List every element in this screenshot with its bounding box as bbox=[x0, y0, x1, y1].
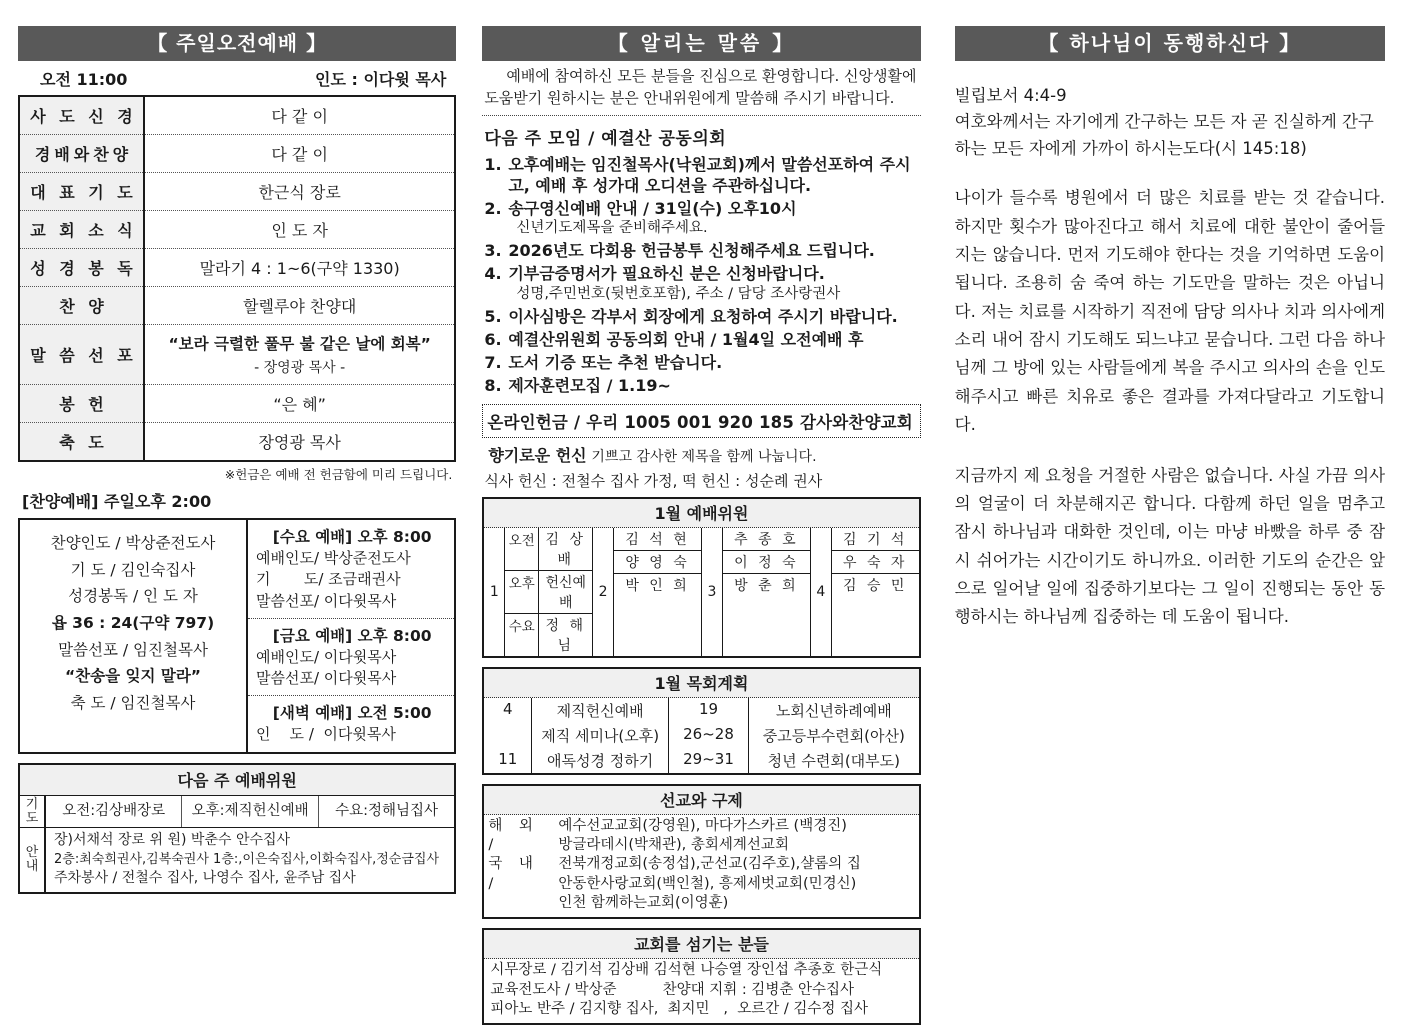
item-text: 송구영신예배 안내 / 31일(수) 오후10시 bbox=[508, 199, 797, 219]
church-servants-table bbox=[482, 928, 920, 1025]
service-title: [금요 예배] 오후 8:00 bbox=[272, 626, 432, 645]
table-row bbox=[19, 325, 455, 385]
service-title: [새벽 예배] 오전 5:00 bbox=[272, 704, 432, 723]
day-label: 오전 bbox=[505, 528, 539, 570]
table-row bbox=[614, 528, 701, 550]
prayer-wednesday: 수요:정해님집사 bbox=[318, 796, 454, 828]
item-number: 1. bbox=[484, 154, 502, 174]
order-label: 축 도 bbox=[19, 423, 144, 462]
table-row bbox=[832, 528, 919, 550]
wednesday-service bbox=[248, 520, 454, 618]
order-label: 봉 헌 bbox=[19, 385, 144, 423]
guide-cells bbox=[46, 828, 454, 892]
order-value: “은 혜” bbox=[144, 385, 455, 423]
list-item bbox=[482, 240, 920, 263]
group-body bbox=[504, 528, 592, 656]
member-name: 이 정 숙 bbox=[734, 554, 799, 571]
meal-devotion-line: 식사 헌신 : 전철수 집사 가정, 떡 헌신 : 성순례 권사 bbox=[484, 471, 823, 490]
item-text: 도서 기증 또는 추천 받습니다. bbox=[508, 353, 723, 373]
table-row bbox=[614, 550, 701, 573]
praise-service-order bbox=[20, 520, 248, 752]
praise-service-heading: [찬양예배] 주일오후 2:00 bbox=[22, 492, 212, 511]
table-row bbox=[614, 573, 701, 596]
member-name: 김 상 배 bbox=[545, 531, 586, 568]
order-value: 할렐루야 찬양대 bbox=[144, 287, 455, 325]
service-line: 말씀선포/ 이다윗목사 bbox=[256, 669, 397, 688]
plan-event: 애독성경 정하기 bbox=[532, 748, 669, 773]
order-label: 말 씀 선 포 bbox=[19, 325, 144, 385]
scripture-reference: 빌립보서 4:4-9 bbox=[954, 86, 1067, 105]
item-number: 3. bbox=[484, 241, 502, 261]
item-text: 기부금증명서가 필요하신 분은 신청바랍니다. bbox=[508, 264, 825, 284]
member-name: 김 기 석 bbox=[842, 531, 908, 548]
committee-grid bbox=[484, 528, 918, 656]
praise-line: 성경봉독 / 인 도 자 bbox=[68, 587, 198, 606]
item-text: 예결산위원회 공동의회 안내 / 1월4일 오전예배 후 bbox=[508, 329, 864, 349]
fragrant-title: 향기로운 헌신 bbox=[488, 445, 587, 465]
service-line: 예배인도/ 박상준전도사 bbox=[256, 549, 411, 567]
guide-line: 2층:최숙희권사,김복숙권사 1층:,이은숙집사,이화숙집사,정순금집사 bbox=[54, 851, 440, 867]
member-name: 우 숙 자 bbox=[842, 554, 908, 571]
column-announcements bbox=[482, 26, 920, 1018]
praise-line: 기 도 / 김인숙집사 bbox=[70, 560, 196, 579]
group-body bbox=[831, 528, 919, 656]
group-index: 4 bbox=[816, 583, 826, 600]
prayer-morning: 오전:김상배장로 bbox=[62, 802, 166, 819]
table-row bbox=[488, 817, 914, 856]
item-number: 8. bbox=[484, 376, 502, 396]
plan-date: 26~28 bbox=[669, 723, 749, 748]
banner-announcements: 【 알리는 말씀 】 bbox=[482, 26, 920, 61]
prayer-cells bbox=[46, 796, 454, 828]
table-row bbox=[20, 796, 454, 828]
item-text: 이사심방은 각부서 회장에게 요청하여 주시기 바랍니다. bbox=[508, 306, 898, 326]
item-number: 4. bbox=[484, 264, 502, 284]
mission-label: 국 내 / bbox=[488, 856, 539, 892]
member-name: 김 승 민 bbox=[842, 577, 908, 594]
row-label-prayer: 기 도 bbox=[20, 796, 46, 828]
table-row bbox=[19, 211, 455, 249]
plan-date: 11 bbox=[484, 748, 532, 773]
committee-group bbox=[810, 528, 919, 656]
fragrant-subtitle: 기쁘고 감사한 제목을 함께 나눕니다. bbox=[591, 448, 817, 465]
welcome-intro: 예배에 참여하신 모든 분들을 진심으로 환영합니다. 신앙생활에 도움받기 원하시는 분은 안내위원에게 말씀해 주시기 바랍니다. bbox=[482, 61, 920, 116]
table-row bbox=[484, 698, 918, 723]
order-label: 대 표 기 도 bbox=[19, 173, 144, 211]
table-row bbox=[19, 249, 455, 287]
item-text: 오후예배는 임진철목사(낙원교회)께서 말씀선포하여 주시고, 예배 후 성가대 오디션을 주관하십니다. bbox=[508, 154, 911, 195]
table-row bbox=[19, 96, 455, 135]
weekday-services bbox=[248, 520, 454, 752]
plan-date bbox=[484, 723, 532, 748]
member-name: 정 해 님 bbox=[545, 617, 586, 654]
committee-heading: 1월 예배위원 bbox=[484, 499, 918, 528]
praise-line: 찬양인도 / 박상준전도사 bbox=[50, 534, 216, 552]
devotional-paragraph: 지금까지 제 요청을 거절한 사람은 없습니다. 사실 가끔 의사의 얼굴이 더 차분해지곤 합니다. 다함께 하던 일을 멈추고 잠시 하나님과 대화한 것인데, 이는 마냥 바빴을 하루 중 잠시 쉬어가는 시간이기도 하니까요. 이러한 기도의 순간은 앞으로 일어날 일에 집중하기보다는 그 일이 진행되는 동안 동행하시는 하나님께 집중하는 데 도움이 됩니다. bbox=[954, 465, 1386, 627]
order-label: 사 도 신 경 bbox=[19, 96, 144, 135]
plan-date: 4 bbox=[484, 698, 532, 723]
friday-service bbox=[248, 618, 454, 696]
item-text: 2026년도 다회용 헌금봉투 신청해주세요 드립니다. bbox=[508, 241, 875, 261]
table-row bbox=[832, 550, 919, 573]
offering-note: ※헌금은 예배 전 헌금함에 미리 드립니다. bbox=[224, 467, 453, 482]
table-row bbox=[723, 528, 810, 550]
item-number: 7. bbox=[484, 353, 502, 373]
table-row bbox=[19, 385, 455, 423]
order-value: 장영광 목사 bbox=[258, 433, 341, 452]
praise-scripture: 욥 36 : 24(구약 797) bbox=[51, 613, 215, 632]
plan-heading: 1월 목회계획 bbox=[484, 669, 918, 698]
order-value: 다 같 이 bbox=[144, 135, 455, 173]
service-line: 말씀선포/ 이다윗목사 bbox=[256, 591, 397, 610]
praise-line: 축 도 / 임진철목사 bbox=[70, 693, 196, 712]
mission-label: 해 외 / bbox=[488, 817, 539, 853]
service-line: 인 도 / 이다윗목사 bbox=[256, 725, 396, 744]
table-row bbox=[19, 173, 455, 211]
servant-line: 시무장로 / 김기석 김상배 김석현 나승열 장인섭 추종호 한근식 bbox=[490, 961, 883, 978]
committee-group bbox=[701, 528, 810, 656]
banner-devotional: 【 하나님이 동행하신다 】 bbox=[955, 26, 1385, 61]
dawn-service bbox=[248, 695, 454, 751]
next-meeting-heading: 다음 주 모임 / 예결산 공동의회 bbox=[484, 128, 727, 149]
table-row bbox=[488, 855, 914, 913]
service-line: 기 도/ 조금래권사 bbox=[256, 570, 401, 589]
table-row bbox=[19, 135, 455, 173]
mission-and-relief-table bbox=[482, 784, 920, 919]
day-label: 수요 bbox=[505, 614, 539, 656]
table-row bbox=[484, 723, 918, 748]
order-value: 말라기 4 : 1~6(구약 1330) bbox=[144, 249, 455, 287]
member-name: 헌신예배 bbox=[545, 574, 587, 611]
list-item bbox=[482, 154, 920, 199]
servant-line: 피아노 반주 / 김지향 집사, 최지민 , 오르간 / 김수정 집사 bbox=[490, 1001, 868, 1018]
item-number: 2. bbox=[484, 199, 502, 219]
table-row bbox=[723, 550, 810, 573]
mission-line: 예수선교교회(강영원), 마다가스카르 (백경진) bbox=[558, 817, 847, 834]
plan-date: 29~31 bbox=[669, 748, 749, 773]
table-row bbox=[505, 570, 592, 613]
list-item bbox=[482, 329, 920, 352]
order-label: 찬 양 bbox=[19, 287, 144, 325]
plan-event: 청년 수련회(대부도) bbox=[767, 751, 901, 770]
table-row bbox=[20, 827, 454, 892]
committee-group bbox=[484, 528, 592, 656]
mission-heading: 선교와 구제 bbox=[484, 786, 918, 815]
table-row bbox=[19, 423, 455, 462]
group-body bbox=[722, 528, 810, 656]
item-number: 6. bbox=[484, 329, 502, 349]
guide-line: 주차봉사 / 전철수 집사, 나영수 집사, 윤주남 집사 bbox=[54, 869, 356, 886]
order-value: 인 도 자 bbox=[144, 211, 455, 249]
plan-event: 중고등부수련회(아산) bbox=[762, 726, 905, 745]
sermon-title: “보라 극렬한 풀무 불 같은 날에 회복” bbox=[168, 335, 431, 353]
service-title: [수요 예배] 오후 8:00 bbox=[272, 528, 432, 546]
column-sunday-service bbox=[18, 26, 456, 982]
next-week-heading: 다음 주 예배위원 bbox=[20, 765, 454, 796]
order-label: 경배와찬양 bbox=[19, 135, 144, 173]
praise-sermon-title: “찬송을 잊지 말라” bbox=[65, 667, 201, 686]
mission-line: 방글라데시(박채관), 총회세계선교회 bbox=[558, 837, 789, 853]
guide-line: 장)서채석 장로 위 원) 박춘수 안수집사 bbox=[54, 832, 291, 849]
group-index: 2 bbox=[598, 583, 608, 600]
service-leader: 인도 : 이다윗 목사 bbox=[315, 70, 447, 89]
servants-heading: 교회를 섬기는 분들 bbox=[484, 930, 918, 959]
table-row bbox=[505, 528, 592, 570]
item-subtext: 성명,주민번호(뒷번호포함), 주소 / 담당 조사랑권사 bbox=[516, 285, 841, 302]
list-item bbox=[482, 198, 920, 240]
january-ministry-plan-table bbox=[482, 667, 920, 775]
plan-event: 제직헌신예배 bbox=[532, 698, 669, 723]
column-devotional bbox=[947, 26, 1385, 982]
list-item bbox=[482, 375, 920, 398]
item-number: 5. bbox=[484, 306, 502, 326]
order-value: 다 같 이 bbox=[144, 96, 455, 135]
order-value: 한근식 장로 bbox=[144, 173, 455, 211]
row-label-guide: 안 내 bbox=[20, 828, 46, 892]
devotional-scripture-block bbox=[955, 61, 1385, 162]
servant-line: 교육전도사 / 박상준 찬양대 지휘 : 김병춘 안수집사 bbox=[490, 981, 854, 998]
table-row bbox=[505, 613, 592, 656]
praise-line: 말씀선포 / 임진철목사 bbox=[58, 640, 208, 659]
worship-order-table bbox=[18, 95, 456, 462]
online-offering-box: 온라인헌금 / 우리 1005 001 920 185 감사와찬양교회 bbox=[482, 404, 920, 438]
plan-date: 19 bbox=[669, 698, 749, 723]
scripture-text: 여호와께서는 자기에게 간구하는 모든 자 곧 진실하게 간구하는 모든 자에게 가까이 하시는도다(시 145:18) bbox=[954, 112, 1374, 158]
next-week-committee-table bbox=[18, 763, 456, 894]
fragrant-devotion bbox=[482, 442, 920, 468]
mission-line: 안동한사랑교회(백인철), 흥제세벗교회(민경신) bbox=[558, 875, 857, 892]
praise-service-box bbox=[18, 518, 456, 754]
january-worship-committee-table bbox=[482, 497, 920, 658]
group-body bbox=[613, 528, 701, 656]
list-item bbox=[482, 263, 920, 305]
service-time: 오전 11:00 bbox=[40, 70, 128, 89]
day-label: 오후 bbox=[505, 571, 539, 613]
item-subtext: 신년기도제목을 준비해주세요. bbox=[516, 220, 708, 237]
member-name: 김 석 현 bbox=[625, 531, 690, 548]
group-index: 1 bbox=[489, 583, 499, 600]
member-name: 방 춘 희 bbox=[734, 577, 799, 594]
devotional-paragraph: 나이가 들수록 병원에서 더 많은 치료를 받는 것 같습니다. 하지만 횟수가 많아진다고 해서 치료에 대한 불안이 줄어들지는 않습니다. 먼저 기도해야 한다는 것을 기억하면 도움이 됩니다. 조용히 숨 죽여 하는 기도만을 말하는 것은 아닙니다. 저는 치료를 시작하기 직전에 담당 의사나 치과 의사에게 소리 내어 잠시 기도해도 되느냐고 묻습니다. 그런 다음 하나님께 그 방에 있는 사람들에게 복을 주시고 의사의 손을 인도해주시고 빠른 치유로 좋은 결과를 가져다달라고 기도합니다. bbox=[954, 188, 1386, 435]
member-name: 박 인 희 bbox=[625, 577, 690, 594]
committee-group bbox=[592, 528, 701, 656]
order-label: 교 회 소 식 bbox=[19, 211, 144, 249]
plan-event: 제직 세미나(오후) bbox=[532, 723, 669, 748]
mission-value bbox=[558, 855, 914, 913]
banner-sunday-morning-service: 【 주일오전예배 】 bbox=[18, 26, 456, 61]
table-row bbox=[723, 573, 810, 596]
order-value-sermon bbox=[144, 325, 455, 385]
list-item bbox=[482, 352, 920, 375]
table-row bbox=[484, 748, 918, 773]
service-line: 예배인도/ 이다윗목사 bbox=[256, 647, 397, 666]
announcement-list bbox=[482, 154, 920, 399]
list-item bbox=[482, 306, 920, 329]
order-label: 성 경 봉 독 bbox=[19, 249, 144, 287]
service-meta bbox=[18, 61, 456, 95]
table-row bbox=[19, 287, 455, 325]
mission-line: 인천 함께하는교회(이영훈) bbox=[558, 895, 729, 912]
member-name: 추 종 호 bbox=[734, 531, 799, 548]
sermon-preacher: - 장영광 목사 - bbox=[254, 360, 346, 376]
prayer-afternoon: 오후:제직헌신예배 bbox=[181, 796, 317, 828]
plan-event: 노회신년하례예배 bbox=[775, 701, 892, 720]
mission-line: 전북개정교회(송정섭),군선교(김주호),샬롬의 집 bbox=[558, 856, 861, 873]
group-index: 3 bbox=[707, 583, 717, 600]
servants-body bbox=[484, 959, 918, 1024]
item-text: 제자훈련모집 / 1.19~ bbox=[508, 376, 671, 396]
table-row bbox=[832, 573, 919, 596]
member-name: 양 영 숙 bbox=[625, 554, 690, 571]
mission-body bbox=[484, 815, 918, 917]
mission-value bbox=[558, 817, 914, 856]
